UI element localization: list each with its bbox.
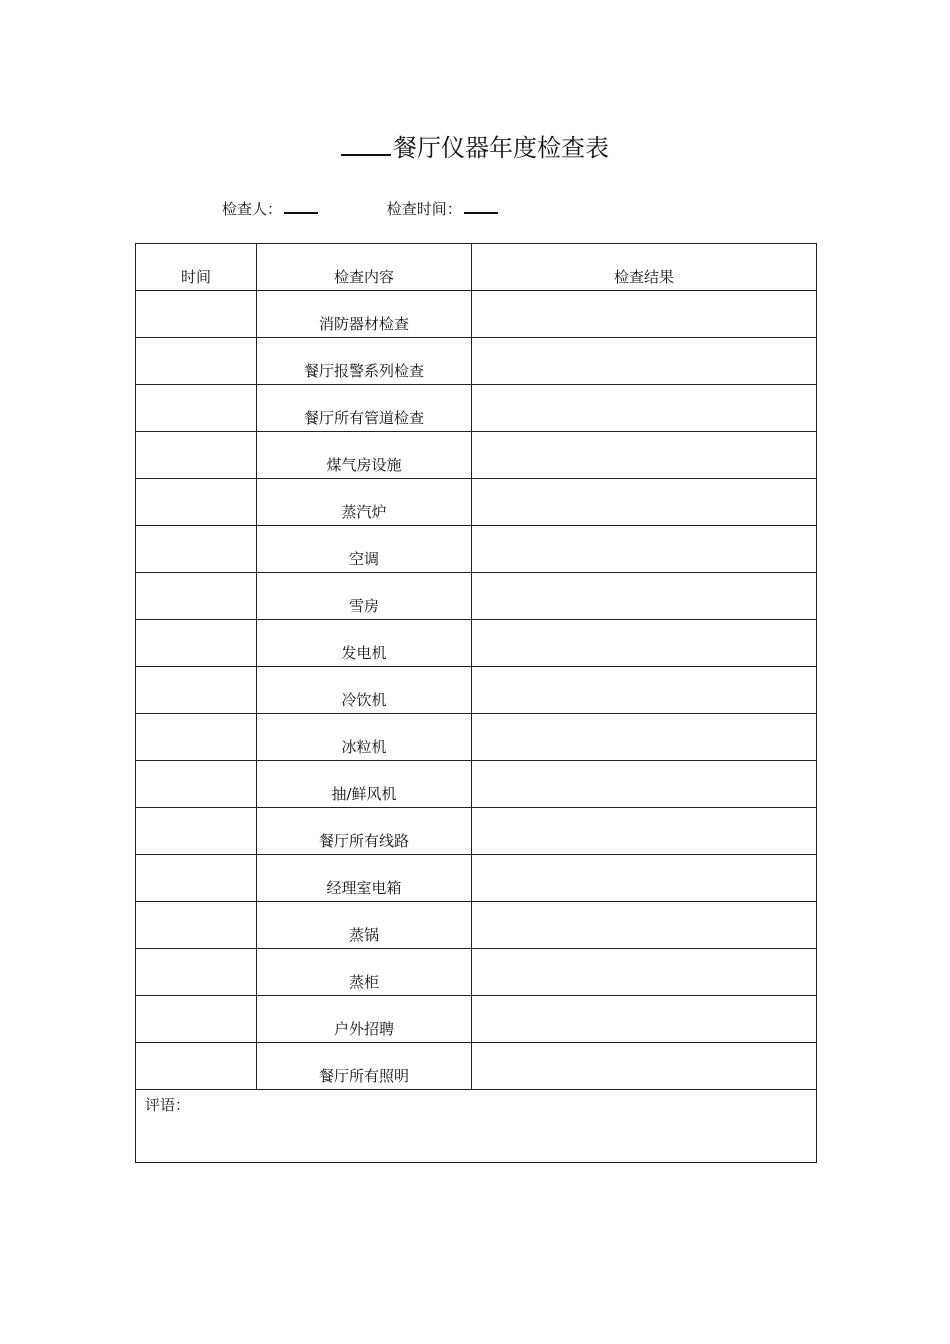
table-row xyxy=(136,902,817,949)
inspection-time-label: 检查时间： xyxy=(386,200,462,218)
content-text: 餐厅所有管道检查 xyxy=(303,409,424,427)
result-cell[interactable] xyxy=(472,808,817,855)
page-title xyxy=(0,132,950,164)
inspection-time-blank[interactable] xyxy=(464,198,498,214)
content-text: 冰粒机 xyxy=(341,738,387,756)
content-text: 空调 xyxy=(348,550,379,568)
content-cell xyxy=(257,902,472,949)
content-cell xyxy=(257,667,472,714)
header-time: 时间 xyxy=(136,244,257,291)
result-cell[interactable] xyxy=(472,432,817,479)
time-cell[interactable] xyxy=(136,338,257,385)
content-cell xyxy=(257,291,472,338)
content-cell xyxy=(257,949,472,996)
result-cell[interactable] xyxy=(472,902,817,949)
title-text: 餐厅仪器年度检查表 xyxy=(393,134,609,162)
result-cell[interactable] xyxy=(472,667,817,714)
time-cell[interactable] xyxy=(136,761,257,808)
content-text: 蒸汽炉 xyxy=(341,503,387,521)
result-cell[interactable] xyxy=(472,479,817,526)
table-row xyxy=(136,291,817,338)
inspection-time-field xyxy=(387,198,498,220)
result-cell[interactable] xyxy=(472,714,817,761)
content-text: 餐厅所有线路 xyxy=(318,832,409,850)
time-cell[interactable] xyxy=(136,808,257,855)
content-text: 雪房 xyxy=(348,597,379,615)
result-cell[interactable] xyxy=(472,996,817,1043)
content-text: 发电机 xyxy=(341,644,387,662)
inspector-blank[interactable] xyxy=(284,198,318,214)
time-cell[interactable] xyxy=(136,573,257,620)
inspector-field xyxy=(222,198,318,220)
result-cell[interactable] xyxy=(472,855,817,902)
inspector-label: 检查人： xyxy=(222,200,283,218)
result-cell[interactable] xyxy=(472,1043,817,1090)
content-cell xyxy=(257,808,472,855)
time-cell[interactable] xyxy=(136,1043,257,1090)
time-cell[interactable] xyxy=(136,714,257,761)
content-text: 冷饮机 xyxy=(341,691,387,709)
header-result: 检查结果 xyxy=(472,244,817,291)
content-cell xyxy=(257,761,472,808)
result-cell[interactable] xyxy=(472,949,817,996)
table-row xyxy=(136,667,817,714)
table-row xyxy=(136,996,817,1043)
content-text: 蒸锅 xyxy=(348,926,379,944)
content-text: 煤气房设施 xyxy=(326,456,402,474)
content-text: 餐厅所有照明 xyxy=(318,1067,409,1085)
table-row xyxy=(136,620,817,667)
comment-label: 评语： xyxy=(145,1096,191,1114)
content-cell xyxy=(257,620,472,667)
time-cell[interactable] xyxy=(136,667,257,714)
table-row xyxy=(136,808,817,855)
result-cell[interactable] xyxy=(472,761,817,808)
table-row xyxy=(136,338,817,385)
inspection-meta xyxy=(222,198,562,220)
time-cell[interactable] xyxy=(136,996,257,1043)
comment-cell[interactable] xyxy=(136,1090,817,1163)
result-cell[interactable] xyxy=(472,291,817,338)
time-cell[interactable] xyxy=(136,432,257,479)
content-text: 蒸柜 xyxy=(348,973,379,991)
content-cell xyxy=(257,573,472,620)
result-cell[interactable] xyxy=(472,338,817,385)
time-cell[interactable] xyxy=(136,526,257,573)
table-row xyxy=(136,479,817,526)
content-text: 消防器材检查 xyxy=(318,315,409,333)
content-cell xyxy=(257,714,472,761)
content-cell xyxy=(257,338,472,385)
time-cell[interactable] xyxy=(136,385,257,432)
time-cell[interactable] xyxy=(136,949,257,996)
header-content: 检查内容 xyxy=(257,244,472,291)
table-row xyxy=(136,855,817,902)
result-cell[interactable] xyxy=(472,573,817,620)
inspection-table xyxy=(135,243,817,1163)
table-row xyxy=(136,573,817,620)
table-row xyxy=(136,1043,817,1090)
content-text: 餐厅报警系列检查 xyxy=(303,362,424,380)
result-cell[interactable] xyxy=(472,526,817,573)
time-cell[interactable] xyxy=(136,479,257,526)
content-cell xyxy=(257,855,472,902)
table-row xyxy=(136,949,817,996)
comment-row xyxy=(136,1090,817,1163)
time-cell[interactable] xyxy=(136,620,257,667)
time-cell[interactable] xyxy=(136,855,257,902)
table-row xyxy=(136,526,817,573)
content-text: 户外招聘 xyxy=(333,1020,394,1038)
content-text: 经理室电箱 xyxy=(326,879,402,897)
time-cell[interactable] xyxy=(136,902,257,949)
table-row xyxy=(136,714,817,761)
content-cell xyxy=(257,432,472,479)
table-row xyxy=(136,432,817,479)
content-cell xyxy=(257,526,472,573)
result-cell[interactable] xyxy=(472,385,817,432)
table-header-row xyxy=(136,244,817,291)
content-text: 抽/鲜风机 xyxy=(331,785,397,803)
result-cell[interactable] xyxy=(472,620,817,667)
table-row xyxy=(136,385,817,432)
content-cell xyxy=(257,996,472,1043)
restaurant-name-blank[interactable] xyxy=(341,132,391,156)
content-cell xyxy=(257,385,472,432)
table-row xyxy=(136,761,817,808)
content-cell xyxy=(257,479,472,526)
content-cell xyxy=(257,1043,472,1090)
time-cell[interactable] xyxy=(136,291,257,338)
